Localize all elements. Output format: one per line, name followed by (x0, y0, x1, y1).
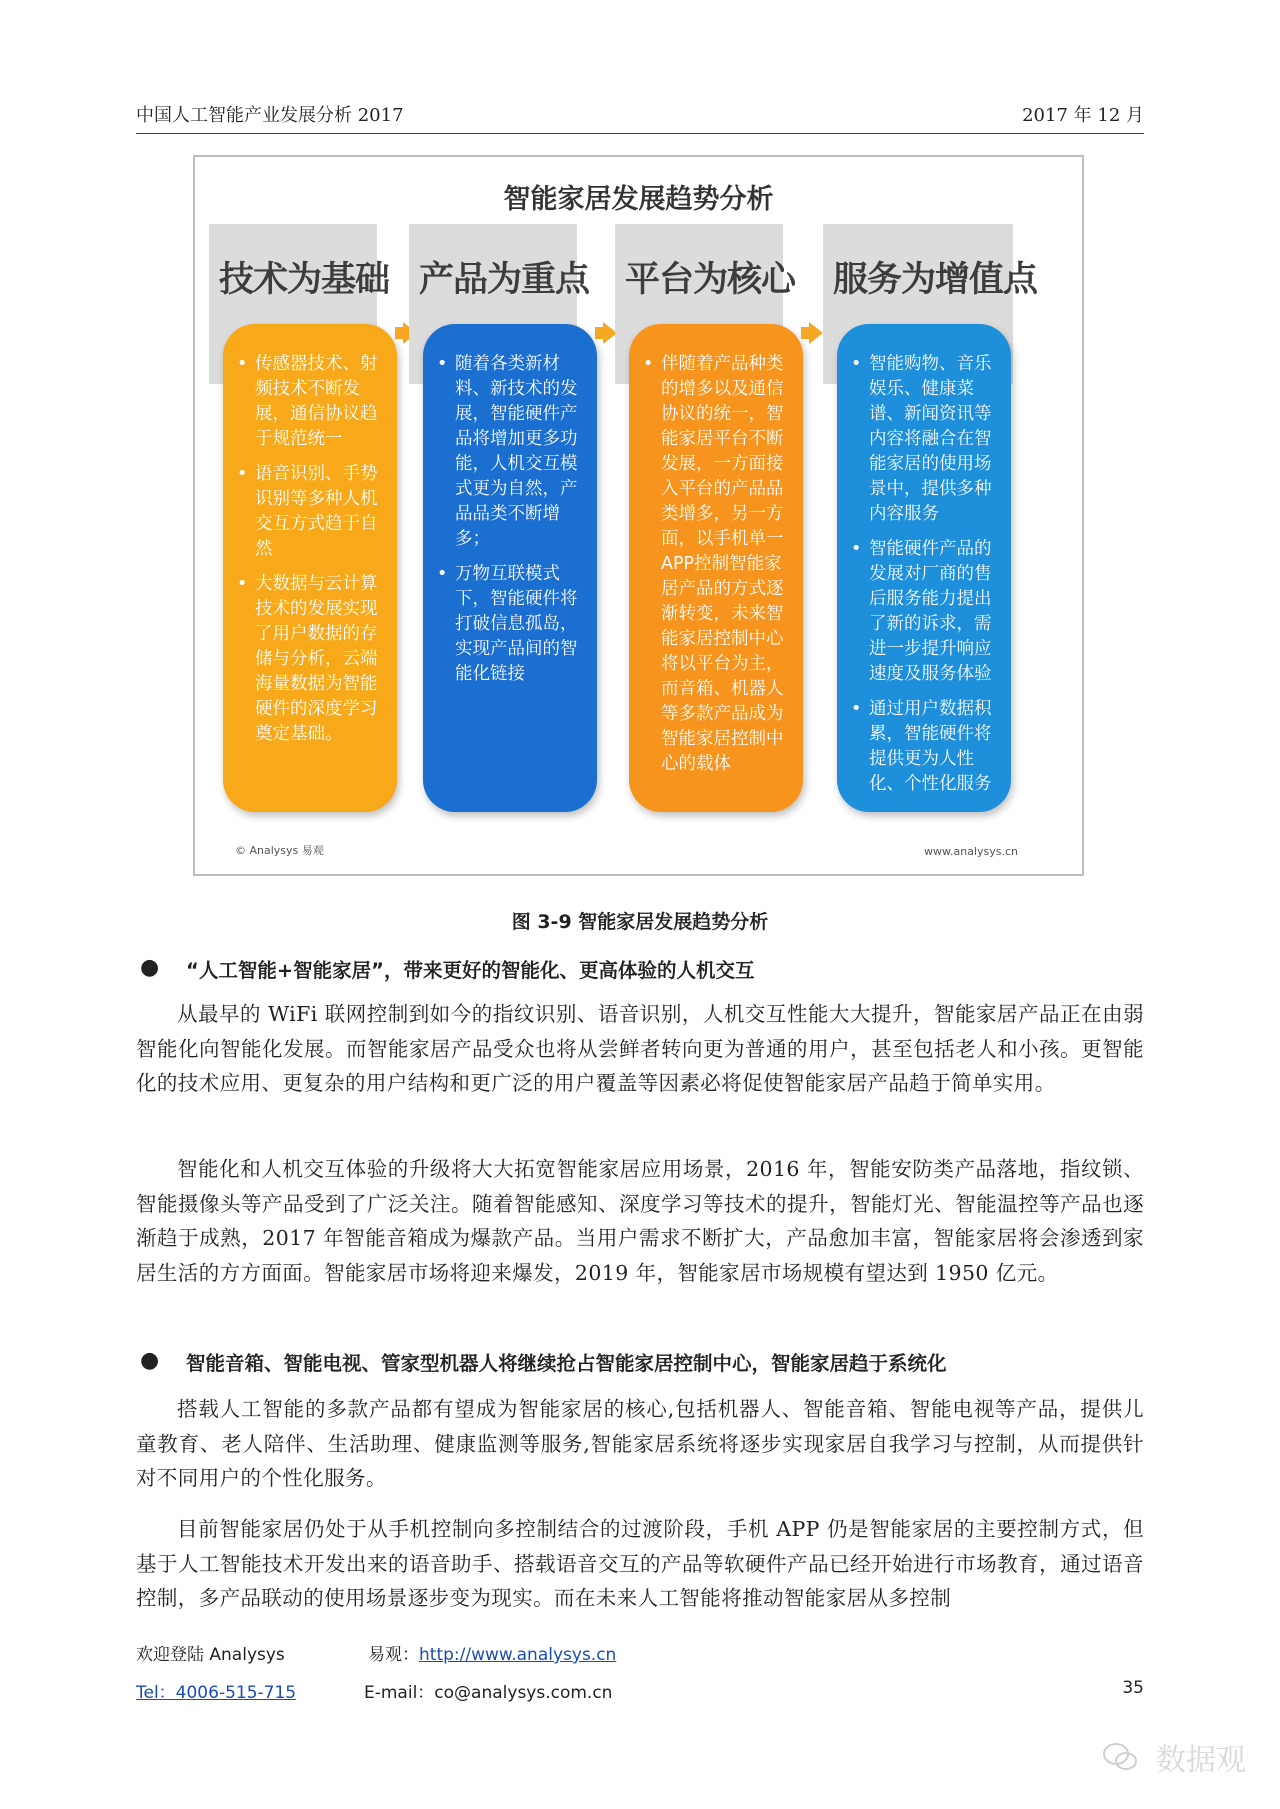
column-heading: 技术为基础 (219, 260, 390, 300)
card-item: • 传感器技术、射频技术不断发展，通信协议趋于规范统一 (233, 352, 385, 452)
column-heading: 产品为重点 (419, 260, 590, 300)
card-item: • 语音识别、手势识别等多种人机交互方式趋于自然 (233, 462, 385, 562)
bullet-heading-text: 智能音箱、智能电视、管家型机器人将继续抢占智能家居控制中心，智能家居趋于系统化 (186, 1352, 947, 1375)
paragraph: 搭载人工智能的多款产品都有望成为智能家居的核心,包括机器人、智能音箱、智能电视等产品，提供儿童教育、老人陪伴、生活助理、健康监测等服务,智能家居系统将逐步实现家居自我学习与控制，从而提供针对不同用户的个性化服务。 (136, 1397, 1144, 1490)
footer-email: E-mail：co@analysys.com.cn (364, 1683, 613, 1703)
card-item: • 万物互联模式下，智能硬件将打破信息孤岛，实现产品间的智能化链接 (433, 562, 585, 687)
card-item: • 智能硬件产品的发展对厂商的售后服务能力提出了新的诉求，需进一步提升响应速度及服务体验 (847, 537, 999, 687)
column-card (629, 324, 803, 812)
figure-credit: © Analysys 易观 (235, 844, 324, 857)
figure-title: 智能家居发展趋势分析 (503, 184, 774, 215)
card-item: • 智能购物、音乐娱乐、健康菜谱、新闻资讯等内容将融合在智能家居的使用场景中，提供多种内容服务 (847, 352, 999, 527)
column-card (423, 324, 597, 812)
paragraph: 目前智能家居仍处于从手机控制向多控制结合的过渡阶段，手机 APP 仍是智能家居的主要控制方式，但基于人工智能技术开发出来的语音助手、搭载语音交互的产品等软硬件产品已经开始进行市场教育，通过语音控制，多产品联动的使用场景逐步变为现实。而在未来人工智能将推动智能家居从多控制 (136, 1517, 1144, 1610)
footer-tel-link[interactable]: Tel：4006-515-715 (136, 1683, 297, 1703)
paragraph: 从最早的 WiFi 联网控制到如今的指纹识别、语音识别，人机交互性能大大提升，智能家居产品正在由弱智能化向智能化发展。而智能家居产品受众也将从尝鲜者转向更为普通的用户，甚至包括老人和小孩。更智能化的技术应用、更复杂的用户结构和更广泛的用户覆盖等因素必将促使智能家居产品趋于简单实用。 (136, 1002, 1144, 1095)
figure-column-platform (615, 224, 815, 864)
column-heading: 平台为核心 (625, 260, 796, 300)
column-card (837, 324, 1011, 812)
page-footer (136, 1640, 1144, 1720)
bullet-heading-text: “人工智能+智能家居”，带来更好的智能化、更高体验的人机交互 (186, 959, 755, 982)
card-item: • 大数据与云计算技术的发展实现了用户数据的存储与分析，云端海量数据为智能硬件的深度学习奠定基础。 (233, 572, 385, 747)
bullet-dot-icon: ● (140, 1348, 160, 1373)
watermark (1102, 1735, 1246, 1778)
column-heading: 服务为增值点 (833, 260, 1038, 300)
figure-caption: 图 3-9 智能家居发展趋势分析 (511, 911, 769, 933)
footer-welcome: 欢迎登陆 Analysys (136, 1645, 285, 1665)
chat-bubble-icon (1102, 1742, 1138, 1772)
page-number: 35 (1122, 1678, 1144, 1698)
watermark-text: 数据观 (1156, 1743, 1246, 1778)
page-header (136, 104, 1144, 134)
column-card (223, 324, 397, 812)
footer-website (368, 1640, 616, 1665)
figure-column-product (409, 224, 609, 864)
footer-website-label: 易观： (368, 1645, 419, 1665)
bullet-dot-icon: ● (140, 955, 160, 980)
header-date: 2017 年 12 月 (1022, 105, 1144, 126)
figure-smart-home-trends (193, 155, 1084, 876)
card-item: • 随着各类新材料、新技术的发展，智能硬件产品将增加更多功能，人机交互模式更为自然，产品品类不断增多； (433, 352, 585, 552)
footer-website-link[interactable]: http://www.analysys.cn (419, 1645, 617, 1665)
figure-column-tech (209, 224, 409, 864)
card-item: • 通过用户数据积累，智能硬件将提供更为人性化、个性化服务 (847, 697, 999, 797)
paragraph: 智能化和人机交互体验的升级将大大拓宽智能家居应用场景，2016 年，智能安防类产品落地，指纹锁、智能摄像头等产品受到了广泛关注。随着智能感知、深度学习等技术的提升，智能灯光、智能温控等产品也逐渐趋于成熟，2017 年智能音箱成为爆款产品。当用户需求不断扩大，产品愈加丰富，智能家居将会渗透到家居生活的方方面面。智能家居市场将迎来爆发，2019 年，智能家居市场规模有望达到 1950 亿元。 (136, 1157, 1144, 1285)
figure-column-service (823, 224, 1038, 864)
card-item: • 伴随着产品种类的增多以及通信协议的统一，智能家居平台不断发展，一方面接入平台的产品品类增多，另一方面，以手机单一APP控制智能家居产品的方式逐渐转变，未来智能家居控制中心将以平台为主，而音箱、机器人等多款产品成为智能家居控制中心的载体 (639, 352, 791, 777)
header-report-title: 中国人工智能产业发展分析 2017 (136, 105, 404, 126)
figure-source-url: www.analysys.cn (924, 845, 1018, 858)
arrow-right-icon (809, 322, 823, 344)
